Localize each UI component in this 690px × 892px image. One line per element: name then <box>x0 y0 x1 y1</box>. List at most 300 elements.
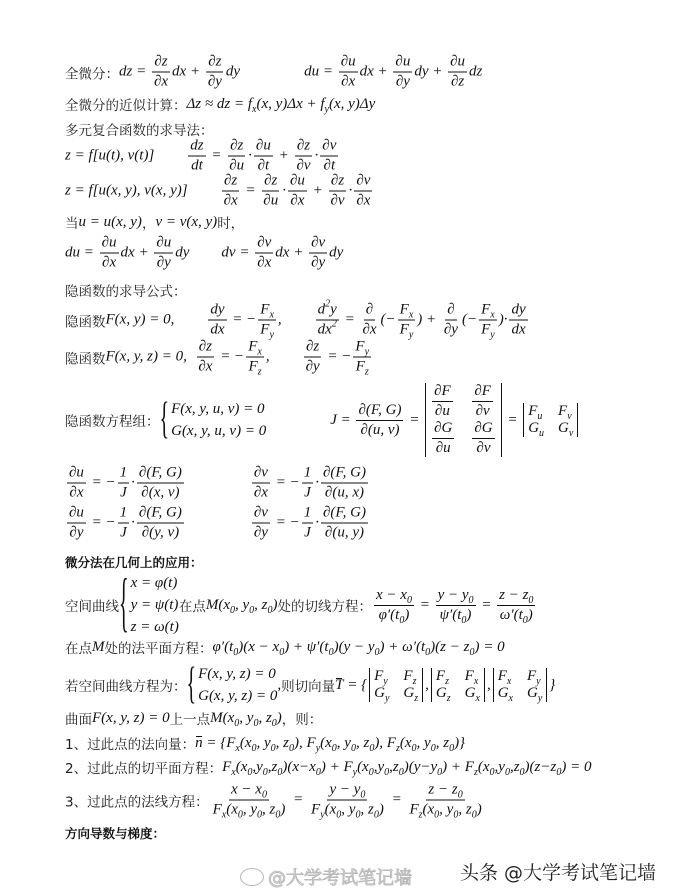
system-row <box>171 398 266 420</box>
math-text: · <box>248 147 252 164</box>
math-text: (x <box>320 734 332 751</box>
math-text: = − <box>271 514 300 531</box>
math-text: dx <box>317 321 332 338</box>
math-text: = <box>340 311 359 328</box>
math-text: F <box>409 801 419 818</box>
chinese-text: 上一点 <box>169 712 211 728</box>
math-group <box>311 802 384 819</box>
numerator <box>374 587 414 606</box>
fraction <box>254 138 273 175</box>
numerator <box>393 54 412 73</box>
determinant-cell <box>403 668 418 685</box>
math-text: J <box>304 524 311 541</box>
math-text: F <box>399 321 409 338</box>
fraction <box>374 587 414 624</box>
subscript: v <box>568 428 574 439</box>
math-group <box>379 607 410 624</box>
chinese-text: 3、过此点的法线方程： <box>65 794 209 810</box>
math-text: dy + <box>414 63 447 80</box>
math-text: J <box>304 484 311 501</box>
subscript: y <box>536 676 541 687</box>
subscript: x <box>506 676 512 687</box>
denominator <box>222 192 240 210</box>
system-row <box>198 685 277 707</box>
determinant-cell <box>374 668 389 685</box>
determinant-cell <box>498 668 513 685</box>
math-group <box>430 420 456 457</box>
left-brace: { <box>119 567 129 640</box>
formula-line <box>65 733 465 753</box>
subscript: 0 <box>504 766 510 778</box>
numerator <box>229 782 269 801</box>
math-group <box>171 423 266 440</box>
chinese-text: 曲面 <box>65 712 92 728</box>
math-text: ) <box>527 606 533 623</box>
math-text: ∂z <box>208 53 222 70</box>
math-text: G <box>435 685 447 701</box>
denominator <box>407 801 483 819</box>
determinant-cell <box>436 668 451 685</box>
subscript: 0 <box>457 789 463 801</box>
subscript: 0 <box>315 766 321 778</box>
math-text: dx + <box>120 244 153 261</box>
fraction <box>509 302 527 339</box>
numerator <box>321 505 368 524</box>
fraction <box>339 54 358 91</box>
source-credit: 头条 @大学考试笔记墙 <box>460 862 657 884</box>
math-text: φ′(t <box>212 638 234 655</box>
fraction <box>472 383 493 420</box>
math-text: z − z <box>499 586 529 603</box>
subscript: 0 <box>449 742 455 754</box>
determinant <box>493 668 548 702</box>
denominator <box>474 439 492 457</box>
math-group <box>440 607 472 624</box>
math-text: )(x−x <box>282 758 316 775</box>
math-text: = <box>241 182 260 199</box>
math-text: dx <box>210 321 225 338</box>
math-text: ,y <box>373 758 385 775</box>
denominator <box>449 73 466 91</box>
denominator <box>309 254 327 272</box>
subscript: y <box>352 766 358 778</box>
math-text: , <box>486 676 491 693</box>
math-group <box>481 302 495 319</box>
math-text: F <box>355 358 365 375</box>
math-text: dt <box>191 157 203 174</box>
numerator <box>302 505 314 524</box>
math-text: ∂v <box>253 504 268 521</box>
math-text: , z <box>435 734 450 751</box>
denominator <box>155 254 173 272</box>
numerator <box>436 587 476 606</box>
math-text: ω′(t <box>499 606 523 623</box>
math-text: ∂G <box>434 420 453 436</box>
math-text: G <box>374 685 385 701</box>
math-text: z = f[u(x, y), v(x, y)] <box>65 182 188 199</box>
math-text: z = f[u(t), v(t)] <box>65 147 155 164</box>
denominator <box>354 192 372 210</box>
fraction <box>258 302 276 339</box>
numerator <box>472 420 494 439</box>
fraction <box>432 383 453 420</box>
math-text: F <box>435 668 446 684</box>
math-text: = <box>503 411 522 428</box>
denominator <box>100 254 118 272</box>
subscript: 0 <box>249 604 255 616</box>
math-group <box>465 685 480 702</box>
math-text: G(x, y, u, v) = 0 <box>171 422 267 439</box>
denominator <box>67 524 85 542</box>
fraction <box>442 302 460 339</box>
determinant-cell <box>436 685 451 702</box>
math-text: ∂y <box>156 254 171 271</box>
section-heading: 微分法在几何上的应用： <box>65 555 203 570</box>
chinese-text: 处的切线方程： <box>277 599 372 615</box>
math-text: ∂z <box>198 338 213 355</box>
math-text: G <box>464 685 476 701</box>
fraction <box>261 173 280 210</box>
math-text: = {F <box>202 734 236 751</box>
math-text: = <box>289 791 308 808</box>
math-text: ), F <box>374 734 396 751</box>
math-text: , z <box>275 734 290 751</box>
subscript: z <box>364 366 369 378</box>
fraction <box>321 465 368 502</box>
fraction <box>288 173 307 210</box>
math-text: = { <box>343 676 368 693</box>
math-text: ∂v <box>322 137 337 154</box>
chinese-text: 时， <box>217 216 245 232</box>
system-rows <box>198 663 277 707</box>
math-text: · <box>348 182 353 199</box>
math-text: ∂v <box>476 440 491 456</box>
math-text: ∂(F, G) <box>322 504 366 521</box>
subscript: z <box>412 676 417 687</box>
math-group <box>409 802 481 819</box>
numerator <box>398 302 416 321</box>
chinese-text: 处的法平面方程： <box>104 641 213 657</box>
math-group <box>376 587 412 604</box>
numerator <box>67 505 86 524</box>
formula-line <box>65 757 591 777</box>
subscript: 0 <box>328 646 334 658</box>
formula-line <box>65 637 505 657</box>
math-group <box>527 685 542 702</box>
math-text: F <box>497 668 507 684</box>
numerator <box>252 465 270 484</box>
subscript: 0 <box>453 809 459 821</box>
formula-line <box>65 659 556 709</box>
math-group <box>198 666 276 683</box>
math-text: ∂F <box>434 383 451 399</box>
numerator <box>67 465 86 484</box>
math-text: )· <box>498 311 508 328</box>
math-text: (x, y)Δy <box>328 95 376 112</box>
math-text: ∂y <box>253 524 268 541</box>
denominator <box>323 484 366 502</box>
formula-line <box>65 280 187 300</box>
denominator <box>67 484 85 502</box>
math-text: x = φ(t) <box>130 574 178 591</box>
math-text: ∂x <box>153 73 169 90</box>
math-text: )(x − x <box>238 638 280 655</box>
math-group <box>528 403 542 420</box>
numerator <box>479 302 497 321</box>
vector-symbol: n <box>195 734 203 751</box>
math-text: F <box>481 321 491 338</box>
system-row <box>131 572 179 594</box>
subscript: 0 <box>336 809 342 821</box>
math-text: F(x, y) = 0, <box>105 311 175 328</box>
math-group <box>248 339 262 356</box>
math-text: x − x <box>231 781 262 798</box>
subscript: y <box>537 693 543 704</box>
subscript: x <box>221 809 227 821</box>
numerator <box>321 465 368 484</box>
math-text: ∂u <box>69 504 84 521</box>
subscript: y <box>324 103 329 115</box>
formula-line <box>65 824 165 842</box>
math-text: ∂v <box>356 172 371 189</box>
subscript: 0 <box>399 614 405 626</box>
math-text: (− <box>380 311 396 328</box>
math-text: , y <box>256 734 271 751</box>
numerator <box>137 505 184 524</box>
subscript: 0 <box>277 766 283 778</box>
equation-system <box>119 567 179 640</box>
fraction <box>309 235 327 272</box>
chinese-text: 隐函数的求导公式： <box>65 284 187 300</box>
math-text: dx + <box>275 244 308 261</box>
math-text: = − <box>87 474 116 491</box>
fraction <box>137 465 184 502</box>
math-text: ∂G <box>474 420 493 436</box>
math-text: , z <box>355 734 370 751</box>
math-text: (x <box>239 734 252 751</box>
math-text: (x <box>422 801 435 818</box>
math-text: , z <box>458 801 472 818</box>
subscript: 0 <box>331 742 337 754</box>
denominator <box>442 321 460 339</box>
math-text: ∂u <box>255 137 271 154</box>
fraction <box>206 54 224 91</box>
math-group <box>500 607 533 624</box>
subscript: z <box>395 742 400 754</box>
math-group <box>436 668 449 685</box>
math-text: F <box>374 668 384 684</box>
math-group <box>499 587 533 604</box>
fraction <box>360 302 378 339</box>
math-text: (x <box>235 758 248 775</box>
denominator <box>498 606 535 624</box>
subscript: 0 <box>350 742 356 754</box>
math-text: , z <box>360 801 374 818</box>
denominator <box>118 484 129 502</box>
determinant <box>523 403 578 437</box>
math-group <box>528 420 544 437</box>
math-group <box>558 403 572 420</box>
math-text: F(x, y, u, v) = 0 <box>171 400 265 417</box>
subscript: x <box>473 676 479 687</box>
math-text: Δz ≈ dz = f <box>186 95 253 112</box>
math-text: F <box>558 403 568 419</box>
math-text: x − x <box>376 586 407 603</box>
math-text: F <box>212 801 222 818</box>
fraction <box>67 465 86 502</box>
math-text: y − y <box>437 586 469 603</box>
math-text: ∂(u, y) <box>324 524 364 541</box>
math-text: , y <box>341 801 356 818</box>
left-brace: { <box>159 394 170 444</box>
fraction <box>436 587 476 624</box>
math-text: , <box>277 676 282 693</box>
denominator <box>139 484 181 502</box>
fraction <box>255 235 273 272</box>
numerator <box>254 138 273 157</box>
numerator <box>222 173 239 192</box>
chinese-text: 全微分的近似计算： <box>65 98 187 114</box>
determinant-cell <box>528 403 544 420</box>
determinant <box>369 668 423 702</box>
chinese-text: 若空间曲线方程为： <box>65 679 187 695</box>
determinant <box>425 383 502 457</box>
math-text: ∂z <box>450 73 465 90</box>
math-text: (x <box>226 801 238 818</box>
subscript: 0 <box>468 594 474 606</box>
math-group <box>317 318 337 339</box>
subscript: z <box>257 366 262 378</box>
numerator <box>432 383 453 402</box>
math-text: z − z <box>428 781 458 798</box>
formula-line <box>65 119 214 139</box>
math-text: ∂x <box>69 484 84 501</box>
math-text: dy <box>210 301 225 318</box>
math-text: ∂x <box>102 254 117 271</box>
math-text: 1 <box>119 464 128 481</box>
math-text: = <box>405 411 424 428</box>
denominator <box>206 73 224 91</box>
fraction <box>354 173 372 210</box>
math-text: ,z <box>389 758 399 775</box>
subscript: 0 <box>234 717 240 729</box>
numerator <box>426 782 464 801</box>
math-text: dy <box>175 244 190 261</box>
subscript: x <box>269 309 274 321</box>
math-text: G(x, y, z) = 0 <box>198 687 278 704</box>
subscript: 0 <box>437 766 443 778</box>
determinant-cell <box>465 685 480 702</box>
math-text: = − <box>216 348 245 365</box>
numerator <box>356 402 403 421</box>
subscript: x <box>257 346 262 358</box>
math-text: M(x <box>210 709 235 726</box>
math-text: ∂x <box>362 321 377 338</box>
math-text: ∂u <box>340 53 356 70</box>
math-text: F <box>399 301 409 318</box>
math-text: ) + F <box>320 758 353 775</box>
subscript: 0 <box>406 594 412 606</box>
subscript: z <box>445 676 449 687</box>
subscript: 0 <box>233 646 239 658</box>
chinese-text: 1、过此点的法向量： <box>65 737 196 753</box>
superscript: 2 <box>325 298 331 310</box>
math-text: G <box>497 685 509 701</box>
subscript: 0 <box>556 766 562 778</box>
subscript: 0 <box>425 646 431 658</box>
denominator <box>258 321 276 339</box>
denominator <box>329 192 347 210</box>
fraction <box>302 465 314 502</box>
subscript: z <box>414 693 419 704</box>
subscript: x <box>408 309 414 321</box>
math-group <box>403 668 416 685</box>
math-text: )(y−y <box>403 758 438 775</box>
fraction <box>479 302 497 339</box>
numerator <box>288 173 307 192</box>
fraction <box>222 173 240 210</box>
math-text: F <box>528 403 538 419</box>
numerator <box>302 465 314 484</box>
determinant-cell <box>558 420 573 437</box>
denominator <box>309 801 386 819</box>
math-text: ∂z <box>330 172 345 189</box>
subscript: 0 <box>384 766 390 778</box>
subscript: 0 <box>237 809 243 821</box>
math-text: y <box>330 301 337 318</box>
subscript: 0 <box>279 646 285 658</box>
vector-symbol: T <box>335 676 344 693</box>
denominator <box>394 73 412 91</box>
math-group <box>355 339 369 356</box>
fraction <box>208 302 226 339</box>
denominator <box>140 524 181 542</box>
math-text: ∂z <box>296 137 311 154</box>
determinant-cell <box>430 383 456 420</box>
denominator <box>434 439 453 457</box>
math-text: ∂u <box>450 53 466 70</box>
math-text: ∂u <box>289 172 305 189</box>
math-text: ∂u <box>395 53 411 70</box>
subscript: 0 <box>369 742 375 754</box>
fraction <box>302 505 314 542</box>
math-text: F(x, y, z) = 0 <box>198 665 276 682</box>
chinese-text: 当 <box>65 216 79 232</box>
subscript: 0 <box>261 789 267 801</box>
math-text: ) + F <box>442 758 474 775</box>
math-text: dz <box>190 137 204 154</box>
math-text: ∂v <box>475 403 490 419</box>
math-group <box>131 597 179 614</box>
math-text: J = <box>330 411 355 428</box>
subscript: 0 <box>267 604 273 616</box>
math-text: F(x, y, z) = 0, <box>105 348 195 365</box>
numerator <box>432 420 454 439</box>
math-text: F <box>464 668 474 684</box>
math-text: ∂u <box>69 464 84 481</box>
subscript: 0 <box>430 742 436 754</box>
math-text: F <box>248 358 258 375</box>
subscript: u <box>539 428 545 439</box>
determinant-cell <box>498 685 513 702</box>
subscript: 0 <box>522 614 528 626</box>
subscript: 0 <box>257 809 263 821</box>
math-text: G <box>528 420 540 436</box>
math-text: ,y <box>252 758 263 775</box>
math-text: ∂y <box>69 524 84 541</box>
numerator <box>304 339 321 358</box>
math-text: y = ψ(t) <box>130 596 179 613</box>
